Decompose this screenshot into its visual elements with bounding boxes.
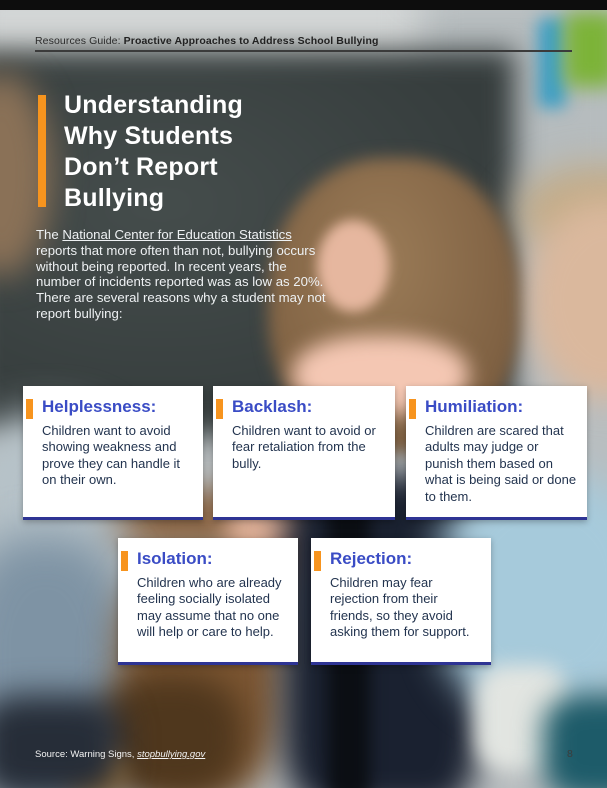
card-accent-bar	[409, 399, 416, 419]
card-title: Humiliation:	[425, 397, 524, 416]
header-breadcrumb	[35, 35, 378, 47]
header-divider	[35, 50, 572, 52]
card-accent-bar	[121, 551, 128, 571]
card-accent-bar	[26, 399, 33, 419]
card-accent-bar	[216, 399, 223, 419]
page-number: 8	[567, 748, 573, 760]
card-body: Children may fear rejection from their friends, so they avoid asking them for support.	[330, 575, 470, 640]
source-line	[35, 749, 205, 760]
intro-paragraph	[36, 227, 332, 322]
card-title: Backlash:	[232, 397, 313, 416]
title-accent-bar	[38, 95, 46, 207]
top-black-bar	[0, 0, 607, 10]
title-line: Don’t Report	[64, 153, 218, 181]
header-topic: Proactive Approaches to Address School Bullying	[123, 35, 379, 47]
card-title: Isolation:	[137, 549, 213, 568]
card-title: Rejection:	[330, 549, 413, 568]
nces-link[interactable]: National Center for Education Statistics	[62, 227, 292, 242]
intro-post: reports that more often than not, bullying occurs without being reported. In recent years, the number of incidents reported was as low as 20%. There are several reasons why a student may not report bullying:	[36, 242, 326, 321]
card-body: Children want to avoid showing weakness and prove they can handle it on their own.	[42, 423, 181, 488]
title-line: Why Students	[64, 122, 234, 150]
photo-dark-bottom-left	[0, 695, 123, 788]
card-helplessness	[23, 386, 203, 520]
title-line: Bullying	[64, 184, 165, 212]
card-isolation	[118, 538, 298, 665]
intro-pre: The	[36, 227, 63, 242]
card-backlash	[213, 386, 395, 520]
card-humiliation	[406, 386, 587, 520]
header-prefix: Resources Guide:	[35, 35, 124, 47]
card-accent-bar	[314, 551, 321, 571]
photo-blue-poster	[538, 18, 566, 108]
source-prefix: Source: Warning Signs,	[35, 749, 138, 760]
card-body: Children are scared that adults may judge or punish them based on what is being said or done to them.	[425, 423, 577, 504]
stopbullying-link[interactable]: stopbullying.gov	[137, 749, 206, 760]
card-body: Children who are already feeling socially isolated may assume that no one will help or care to help.	[137, 575, 282, 640]
page-title	[64, 90, 243, 214]
title-line: Understanding	[64, 91, 243, 119]
photo-teal-corner	[543, 695, 607, 788]
card-rejection	[311, 538, 491, 665]
card-body: Children want to avoid or fear retaliation from the bully.	[232, 423, 376, 471]
card-title: Helplessness:	[42, 397, 157, 416]
